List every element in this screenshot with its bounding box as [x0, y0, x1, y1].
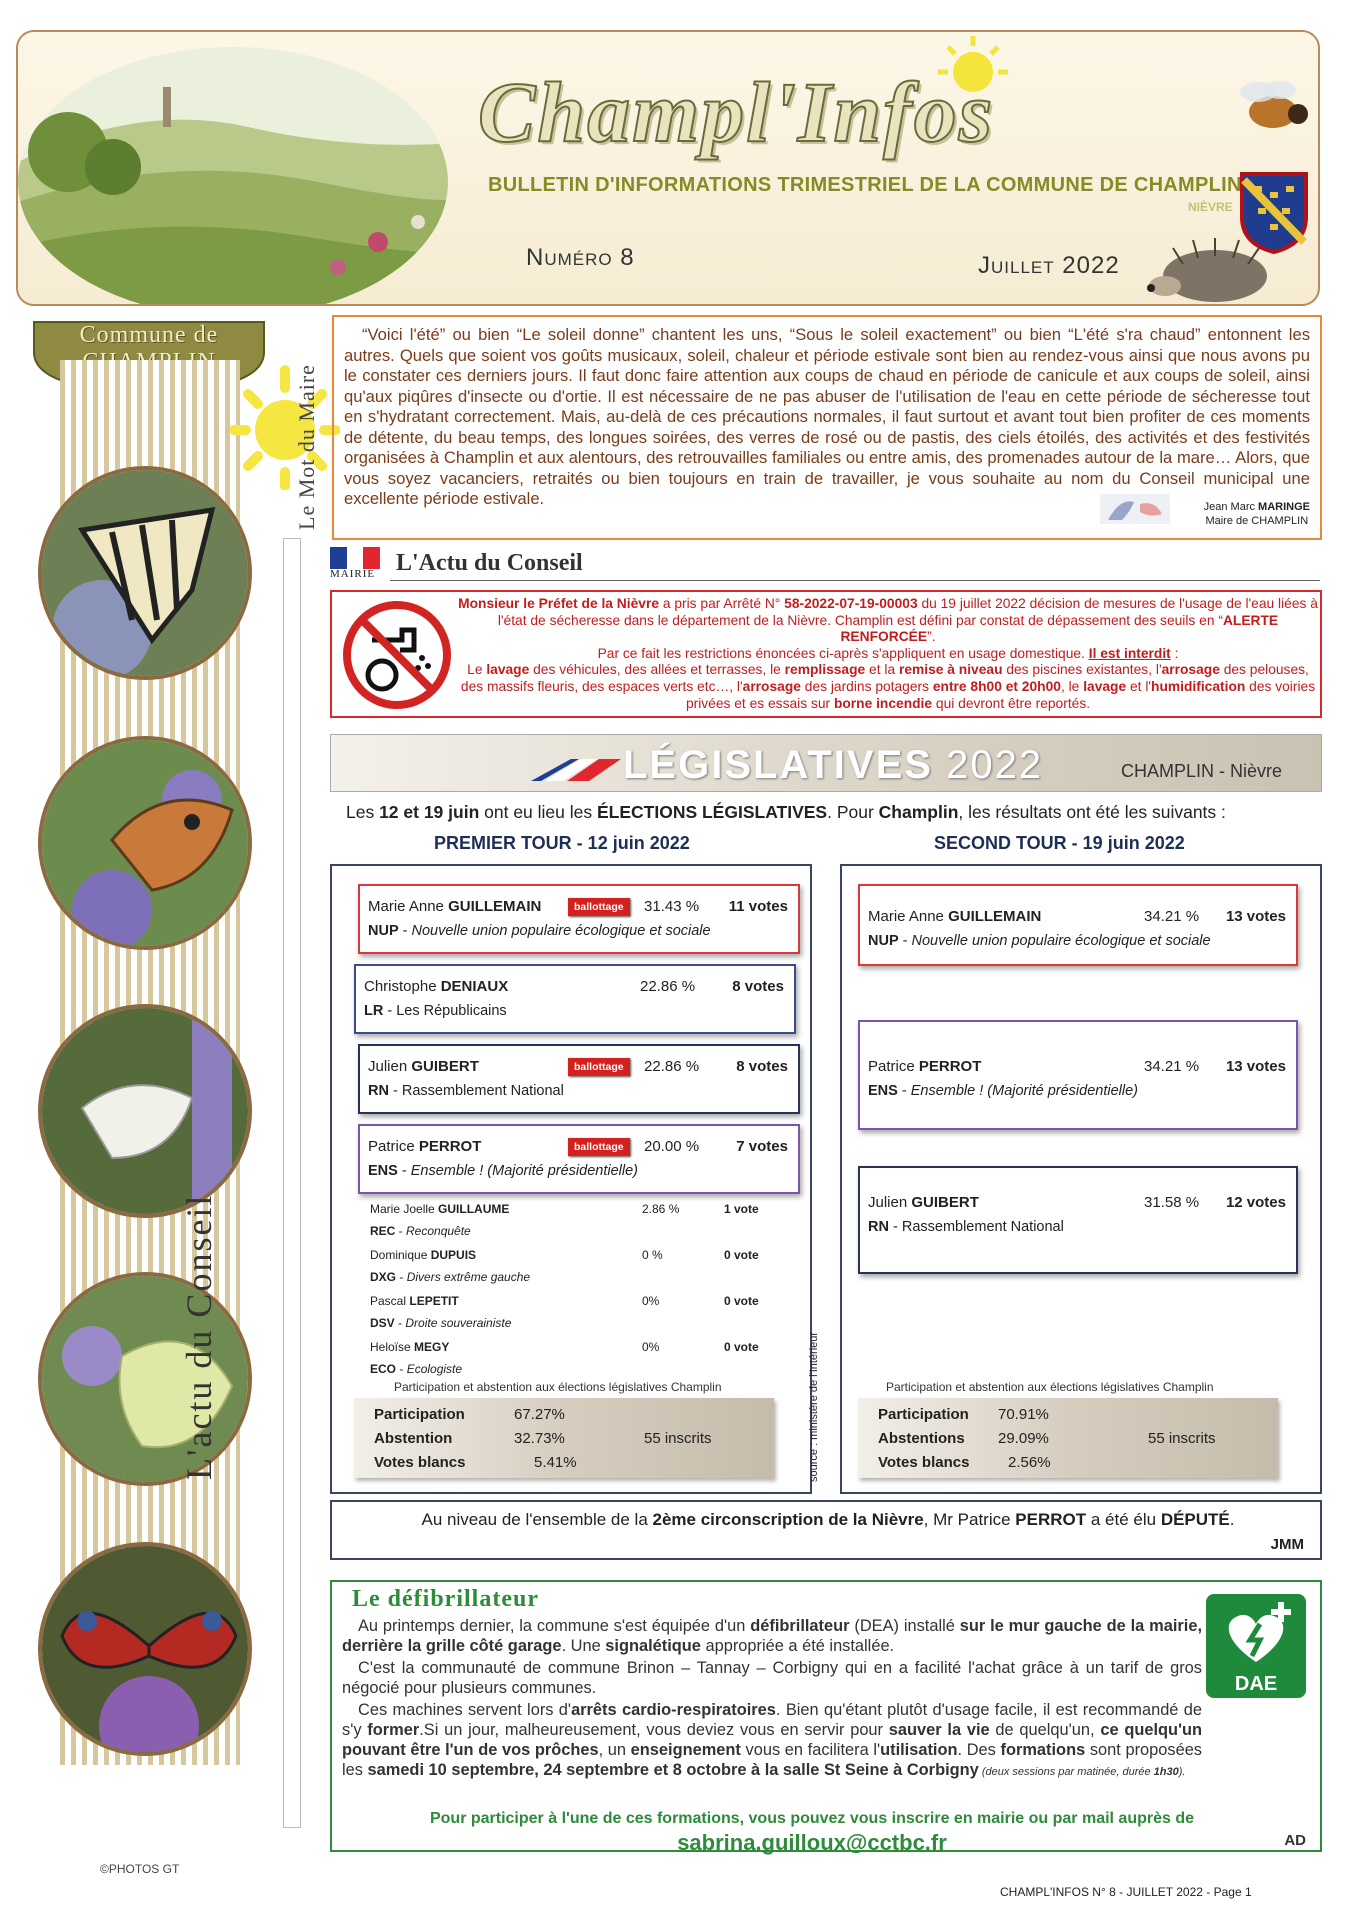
- photo-credit: ©PHOTOS GT: [100, 1862, 180, 1876]
- minor-candidate-party: ECO - Ecologiste: [370, 1362, 463, 1376]
- drought-alert-box: [330, 590, 1322, 718]
- mayor-signature: [1204, 500, 1310, 528]
- legislatives-title: LÉGISLATIVES 2022: [623, 743, 1044, 787]
- candidate-card: [858, 1166, 1298, 1274]
- candidate-name: Marie Anne GUILLEMAIN: [368, 898, 542, 915]
- candidate-votes: 13 votes: [1225, 908, 1286, 925]
- first-round-title: PREMIER TOUR - 12 juin 2022: [434, 833, 690, 853]
- participation-caption: Participation et abstention aux élections législatives Champlin: [886, 1380, 1214, 1394]
- swallowtail-butterfly-photo: [38, 466, 252, 680]
- meadow-brown-butterfly-photo: [38, 736, 252, 950]
- second-round-results: [840, 864, 1322, 1494]
- newsletter-subtitle: BULLETIN D'INFORMATIONS TRIMESTRIEL DE LA COMMUNE DE CHAMPLIN: [488, 174, 1242, 196]
- minor-candidate-party: DXG - Divers extrême gauche: [370, 1270, 531, 1284]
- republique-logo-icon: [1100, 494, 1170, 524]
- election-result: [330, 1500, 1322, 1560]
- issue-number: Numéro 8: [526, 244, 635, 271]
- section-rule: [283, 538, 301, 1828]
- peacock-butterfly-photo: [38, 1542, 252, 1756]
- masthead: [16, 30, 1320, 306]
- candidate-name: Patrice PERROT: [368, 1138, 482, 1155]
- candidate-card: [358, 884, 800, 954]
- participation-stats: Participation 67.27% Abstention 32.73% Votes blancs 5.41% 55 inscrits: [354, 1398, 774, 1478]
- ballottage-badge: ballottage: [568, 1138, 630, 1156]
- svg-text:DAE: DAE: [1234, 1673, 1278, 1695]
- candidate-percent: 31.58 %: [1144, 1194, 1200, 1211]
- participation-stats: Participation 70.91% Abstentions 29.09% Votes blancs 2.56% 55 inscrits: [858, 1398, 1278, 1478]
- candidate-votes: 13 votes: [1225, 1058, 1286, 1075]
- minor-candidate-party: DSV - Droite souverainiste: [370, 1316, 512, 1330]
- landscape-illustration: [18, 32, 468, 306]
- candidate-party: NUP - Nouvelle union populaire écologique et sociale: [868, 933, 1211, 949]
- minor-candidate-party: REC - Reconquête: [370, 1224, 471, 1238]
- bee-icon: [1218, 72, 1318, 142]
- candidate-name: Julien GUIBERT: [368, 1058, 479, 1075]
- legislatives-banner: [330, 734, 1322, 792]
- defibrillator-text: Au printemps dernier, la commune s'est équipée d'un défibrillateur (DEA) installé sur le mur gauche de la mairie, derrière la grille côté garage. Une signalétique appropriée a été installée. C'est la communauté de commune Brinon – Tannay – Corbigny qui en a facilité l'achat grâce à un tarif de gros négocié pour plusieurs communes. Ces machines servent lors d'arrêts cardio-respiratoires. Bien qu'étant plutôt d'usage facile, il est recommandé de s'y former.Si un jour, malheureusement, vous deviez vous en servir pour sauver la vie de quelqu'un, ce quelqu'un pouvant être l'un de vos prôches, un enseignement vous en facilitera l'utilisation. Des formations sont proposées les samedi 10 septembre, 24 septembre et 8 octobre à la salle St Seine à Corbigny (deux sessions par matinée, durée 1h30).: [342, 1617, 1203, 1779]
- sun-icon: [230, 360, 340, 490]
- dae-defibrillator-icon: [1206, 1594, 1306, 1698]
- candidate-votes: 8 votes: [732, 978, 784, 995]
- actu-section-title: L'Actu du Conseil: [396, 550, 583, 576]
- department-label: NIÈVRE: [1188, 200, 1233, 214]
- candidate-card: [858, 1020, 1298, 1130]
- actu-du-conseil-label: L'actu du Conseil: [179, 1193, 219, 1480]
- candidate-party: ENS - Ensemble ! (Majorité présidentielle): [868, 1083, 1138, 1099]
- no-watering-icon: [342, 600, 452, 710]
- source-note: source : ministère de l'Intérieur: [808, 1331, 820, 1482]
- election-result-text: Au niveau de l'ensemble de la 2ème circonscription de la Nièvre, Mr Patrice PERROT a été élu DÉPUTÉ.: [421, 1510, 1235, 1529]
- candidate-card: [358, 1044, 800, 1114]
- legislatives-place: CHAMPLIN - Nièvre: [1121, 761, 1283, 781]
- ballottage-badge: ballottage: [568, 1058, 630, 1076]
- candidate-percent: 34.21 %: [1144, 908, 1200, 925]
- mayor-message-text: “Voici l'été” ou bien “Le soleil donne” chantent les uns, “Sous le soleil exactement” ou bien “L'été s'ra chaud” entonnent les autres. Quels que soient vos goûts musicaux, soleil, chaleur et période estivale sont bien au rendez-vous ainsi que nous avons pu le constater ces derniers jours. Il faut donc faire attention aux coups de chaud en période de canicule et aux coups de soleil, ainsi qu'aux piqûres d'insecte ou d'ortie. Il est nécessaire de ne pas abuser de l'utilisation de l'eau en cette période de sécheresse tout en s'hydratant correctement. Mais, au-delà de ces précautions normales, il faut surtout et avant tout bien profiter de ces moments de détente, du beau temps, des longues soirées, des verres de rosé ou de pastis, des ciels étoilés, des activités et des festivités organisées à Champlin et aux alentours, des retrouvailles familiales ou entre amis, des promenades autour de la mare… Alors, que vous soyez vacanciers, retraités ou bien toujours en train de travailler, je vous souhaite au nom du Conseil municipal une excellente période estivale.: [344, 325, 1310, 508]
- candidate-name: Patrice PERROT: [868, 1058, 982, 1075]
- candidate-party: LR - Les Républicains: [364, 1003, 507, 1019]
- section-divider: [390, 580, 1320, 581]
- mayor-role: Maire de CHAMPLIN: [1205, 515, 1309, 527]
- candidate-party: RN - Rassemblement National: [868, 1219, 1064, 1235]
- defibrillator-title: Le défibrillateur: [352, 1586, 539, 1612]
- candidate-name: Marie Anne GUILLEMAIN: [868, 908, 1042, 925]
- candidate-percent: 34.21 %: [1144, 1058, 1200, 1075]
- candidate-percent: 31.43 %: [644, 898, 700, 915]
- drought-alert-text: Monsieur le Préfet de la Nièvre a pris par Arrêté N° 58-2022-07-19-00003 du 19 juillet 2022 décision de mesures de l'usage de l'eau liées à l'état de sécheresse dans le département de la Nièvre. Champlin est défini par constat de dépassement des seuils en “ALERTE RENFORCÉE”. Par ce fait les restrictions énoncées ci-après s'appliquent en usage domestique. Il est interdit : Le lavage des véhicules, des allées et terrasses, le remplissage et la remise à niveau des piscines existantes, l'arrosage des pelouses, des massifs fleuris, des espaces verts etc…, l'arrosage des jardins potagers entre 8h00 et 20h00, le lavage et l'humidification des voiries privées et es essais sur borne incendie qui devront être reportés.: [458, 596, 1318, 711]
- first-round-results: Marie Anne GUILLEMAIN ballottage 31.43 % 11 votes NUP - Nouvelle union populaire écologique et sociale Christophe DENIAUX 22.86 % 8 votes LR - Les Républicains Julien GUIBERT ballottage 22.86 % 8 votes RN - Rassemblement National Patrice PERROT ballottage 20.00 % 7 votes ENS - Ensemble ! (Majorité présidentielle) Marie Joelle GUILLAUME 2.86 % 1 vote REC - Reconquête Dominique DUPUIS 0 % 0 vote DXG - Divers extrême gauche Pascal LEPETIT 0% 0 vote DSV - Droite souverainiste Heloïse MEGY 0% 0 vote ECO - Ecologiste Participation et abstention aux élections législatives Champlin Participation 67.27% Abstention 32.73% Votes blancs 5.41% 55 inscrits: [330, 864, 812, 1494]
- candidate-votes: 8 votes: [736, 1058, 788, 1075]
- author-initials: AD: [1284, 1832, 1306, 1849]
- participation-caption: Participation et abstention aux élections législatives Champlin: [394, 1380, 722, 1394]
- legislatives-intro: Les 12 et 19 juin ont eu lieu les ÉLECTIONS LÉGISLATIVES. Pour Champlin, les résultats ont été les suivants :: [346, 802, 1226, 822]
- newsletter-title: Champl'Infos: [478, 64, 995, 160]
- contact-email[interactable]: sabrina.guilloux@cctbc.fr: [677, 1830, 947, 1855]
- candidate-card: [354, 964, 796, 1034]
- defibrillator-section: [330, 1580, 1322, 1855]
- mairie-label: MAIRIE: [330, 568, 376, 580]
- candidate-party: RN - Rassemblement National: [368, 1083, 564, 1099]
- second-round-title: SECOND TOUR - 19 juin 2022: [934, 833, 1185, 853]
- candidate-votes: 11 votes: [728, 898, 788, 915]
- author-initials: JMM: [1270, 1536, 1304, 1553]
- commune-label-line1: Commune de: [79, 322, 219, 348]
- issue-date: Juillet 2022: [978, 252, 1120, 279]
- candidate-party: NUP - Nouvelle union populaire écologique et sociale: [368, 923, 711, 939]
- candidate-votes: 7 votes: [736, 1138, 788, 1155]
- candidate-card: [858, 884, 1298, 966]
- candidate-party: ENS - Ensemble ! (Majorité présidentielle): [368, 1163, 638, 1179]
- mayor-message: [332, 315, 1322, 540]
- candidate-name: Julien GUIBERT: [868, 1194, 979, 1211]
- ballottage-badge: ballottage: [568, 898, 630, 916]
- candidate-card: [358, 1124, 800, 1194]
- page-footer: CHAMPL'INFOS N° 8 - JUILLET 2022 - Page 1: [1000, 1885, 1252, 1899]
- candidate-votes: 12 votes: [1225, 1194, 1286, 1211]
- candidate-percent: 22.86 %: [640, 978, 696, 995]
- mayor-name: Jean Marc MARINGE: [1203, 501, 1310, 513]
- defibrillator-cta: Pour participer à l'une de ces formations, vous pouvez vous inscrire en mairie ou par mail auprès de: [429, 1810, 1195, 1827]
- mot-du-maire-label: Le Mot du Maire: [294, 364, 319, 530]
- hedgehog-icon: [1143, 234, 1273, 304]
- candidate-percent: 20.00 %: [644, 1138, 700, 1155]
- candidate-percent: 22.86 %: [644, 1058, 700, 1075]
- candidate-name: Christophe DENIAUX: [364, 978, 509, 995]
- tricolor-swoosh-icon: [531, 751, 621, 781]
